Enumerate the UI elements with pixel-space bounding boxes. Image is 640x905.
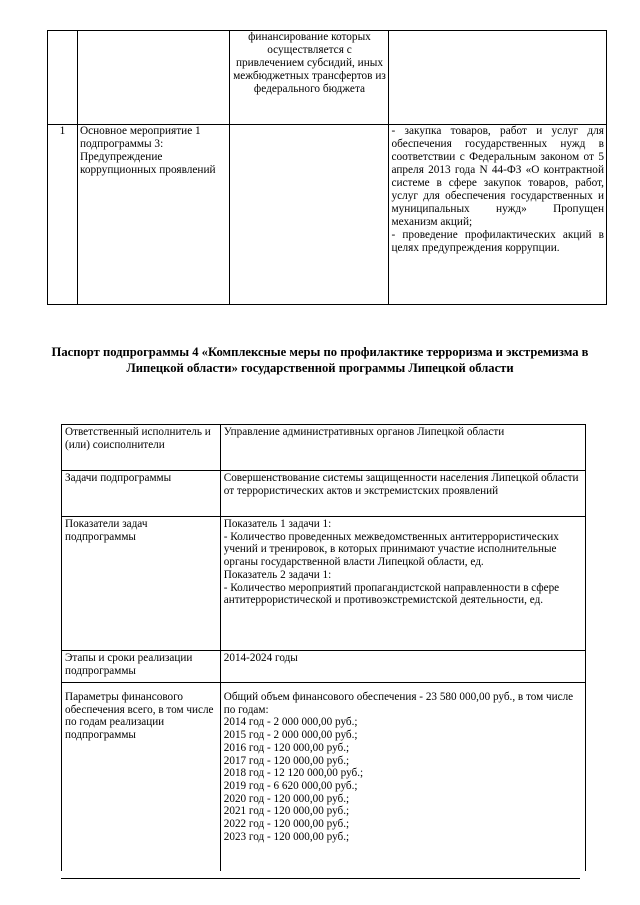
value-line: 2022 год - 120 000,00 руб.;: [223, 818, 350, 831]
value-line: 2014 год - 2 000 000,00 руб.;: [223, 716, 358, 729]
value-line: 2020 год - 120 000,00 руб.;: [223, 792, 350, 805]
passport-row-tasks: [62, 471, 586, 517]
value-line: - Количество проведенных межведомственных антитеррористических учений и тренировок, в которых принимают участие исполнительные органы государственной власти Липецкой области, ед.: [223, 530, 559, 569]
passport-row-stages: [62, 651, 586, 683]
name-cell: [77, 31, 230, 125]
value-line: 2015 год - 2 000 000,00 руб.;: [223, 729, 358, 742]
value-line: 2019 год - 6 620 000,00 руб.;: [223, 779, 358, 792]
measures-cell: [389, 125, 607, 305]
passport-row-indicators: [62, 517, 586, 651]
row-value: [220, 471, 585, 517]
passport-title: Паспорт подпрограммы 4 «Комплексные меры по профилактике терроризма и экстремизма в Липецкой области» государственной программы Липецкой области: [51, 345, 589, 375]
page-bottom-rule: [61, 878, 580, 879]
row-label: Показатели задач подпрограммы: [62, 517, 221, 651]
value-line: 2018 год - 12 120 000,00 руб.;: [223, 767, 364, 780]
value-line: 2021 год - 120 000,00 руб.;: [223, 805, 350, 818]
row-value: [220, 683, 585, 871]
value-line: 2023 год - 120 000,00 руб.;: [223, 830, 350, 843]
value-line: 2014-2024 годы: [223, 652, 298, 664]
funding-cell: финансирование которых осуществляется с привлечением субсидий, иных межбюджетных трансфертов из федерального бюджета: [230, 31, 389, 125]
value-line: Общий объем финансового обеспечения - 23 580 000,00 руб., в том числе по годам:: [223, 691, 574, 716]
passport-row-financing: [62, 683, 586, 871]
value-line: 2017 год - 120 000,00 руб.;: [223, 754, 350, 767]
row-label: Ответственный исполнитель и (или) соисполнители: [62, 425, 221, 471]
table-row: [48, 31, 607, 125]
measures-cell: [389, 31, 607, 125]
value-line: 2016 год - 120 000,00 руб.;: [223, 741, 350, 754]
row-label: Параметры финансового обеспечения всего, в том числе по годам реализации подпрограммы: [62, 683, 221, 871]
row-label: Задачи подпрограммы: [62, 471, 221, 517]
value-line: Совершенствование системы защищенности населения Липецкой области от террористических актов и экстремистских проявлений: [223, 472, 579, 497]
table-row: [48, 125, 607, 305]
value-line: Управление административных органов Липецкой области: [223, 426, 505, 438]
measures-table: [47, 30, 607, 305]
row-value: [220, 425, 585, 471]
passport-table: [61, 424, 586, 871]
value-line: Показатель 1 задачи 1:: [223, 518, 332, 530]
name-cell: Основное мероприятие 1 подпрограммы 3: Предупреждение коррупционных проявлений: [77, 125, 230, 305]
measure-item: - закупка товаров, работ и услуг для обеспечения государственных нужд в соответствии с Федеральным законом от 5 апреля 2013 года N 44-ФЗ «О контрактной системе в сфере закупок товаров, работ, услуг для обеспечения государственных и муниципальных нужд» Пропущен механизм акций;: [391, 125, 604, 228]
row-value: [220, 651, 585, 683]
row-value: [220, 517, 585, 651]
row-label: Этапы и сроки реализации подпрограммы: [62, 651, 221, 683]
value-line: - Количество мероприятий пропагандистской направленности в сфере антитеррористической и противоэкстремистской деятельности, ед.: [223, 581, 560, 607]
passport-row-executor: [62, 425, 586, 471]
num-cell: 1: [48, 125, 78, 305]
num-cell: [48, 31, 78, 125]
value-line: Показатель 2 задачи 1:: [223, 568, 332, 581]
measure-item: - проведение профилактических акций в целях предупреждения коррупции.: [391, 229, 604, 254]
funding-cell: [230, 125, 389, 305]
